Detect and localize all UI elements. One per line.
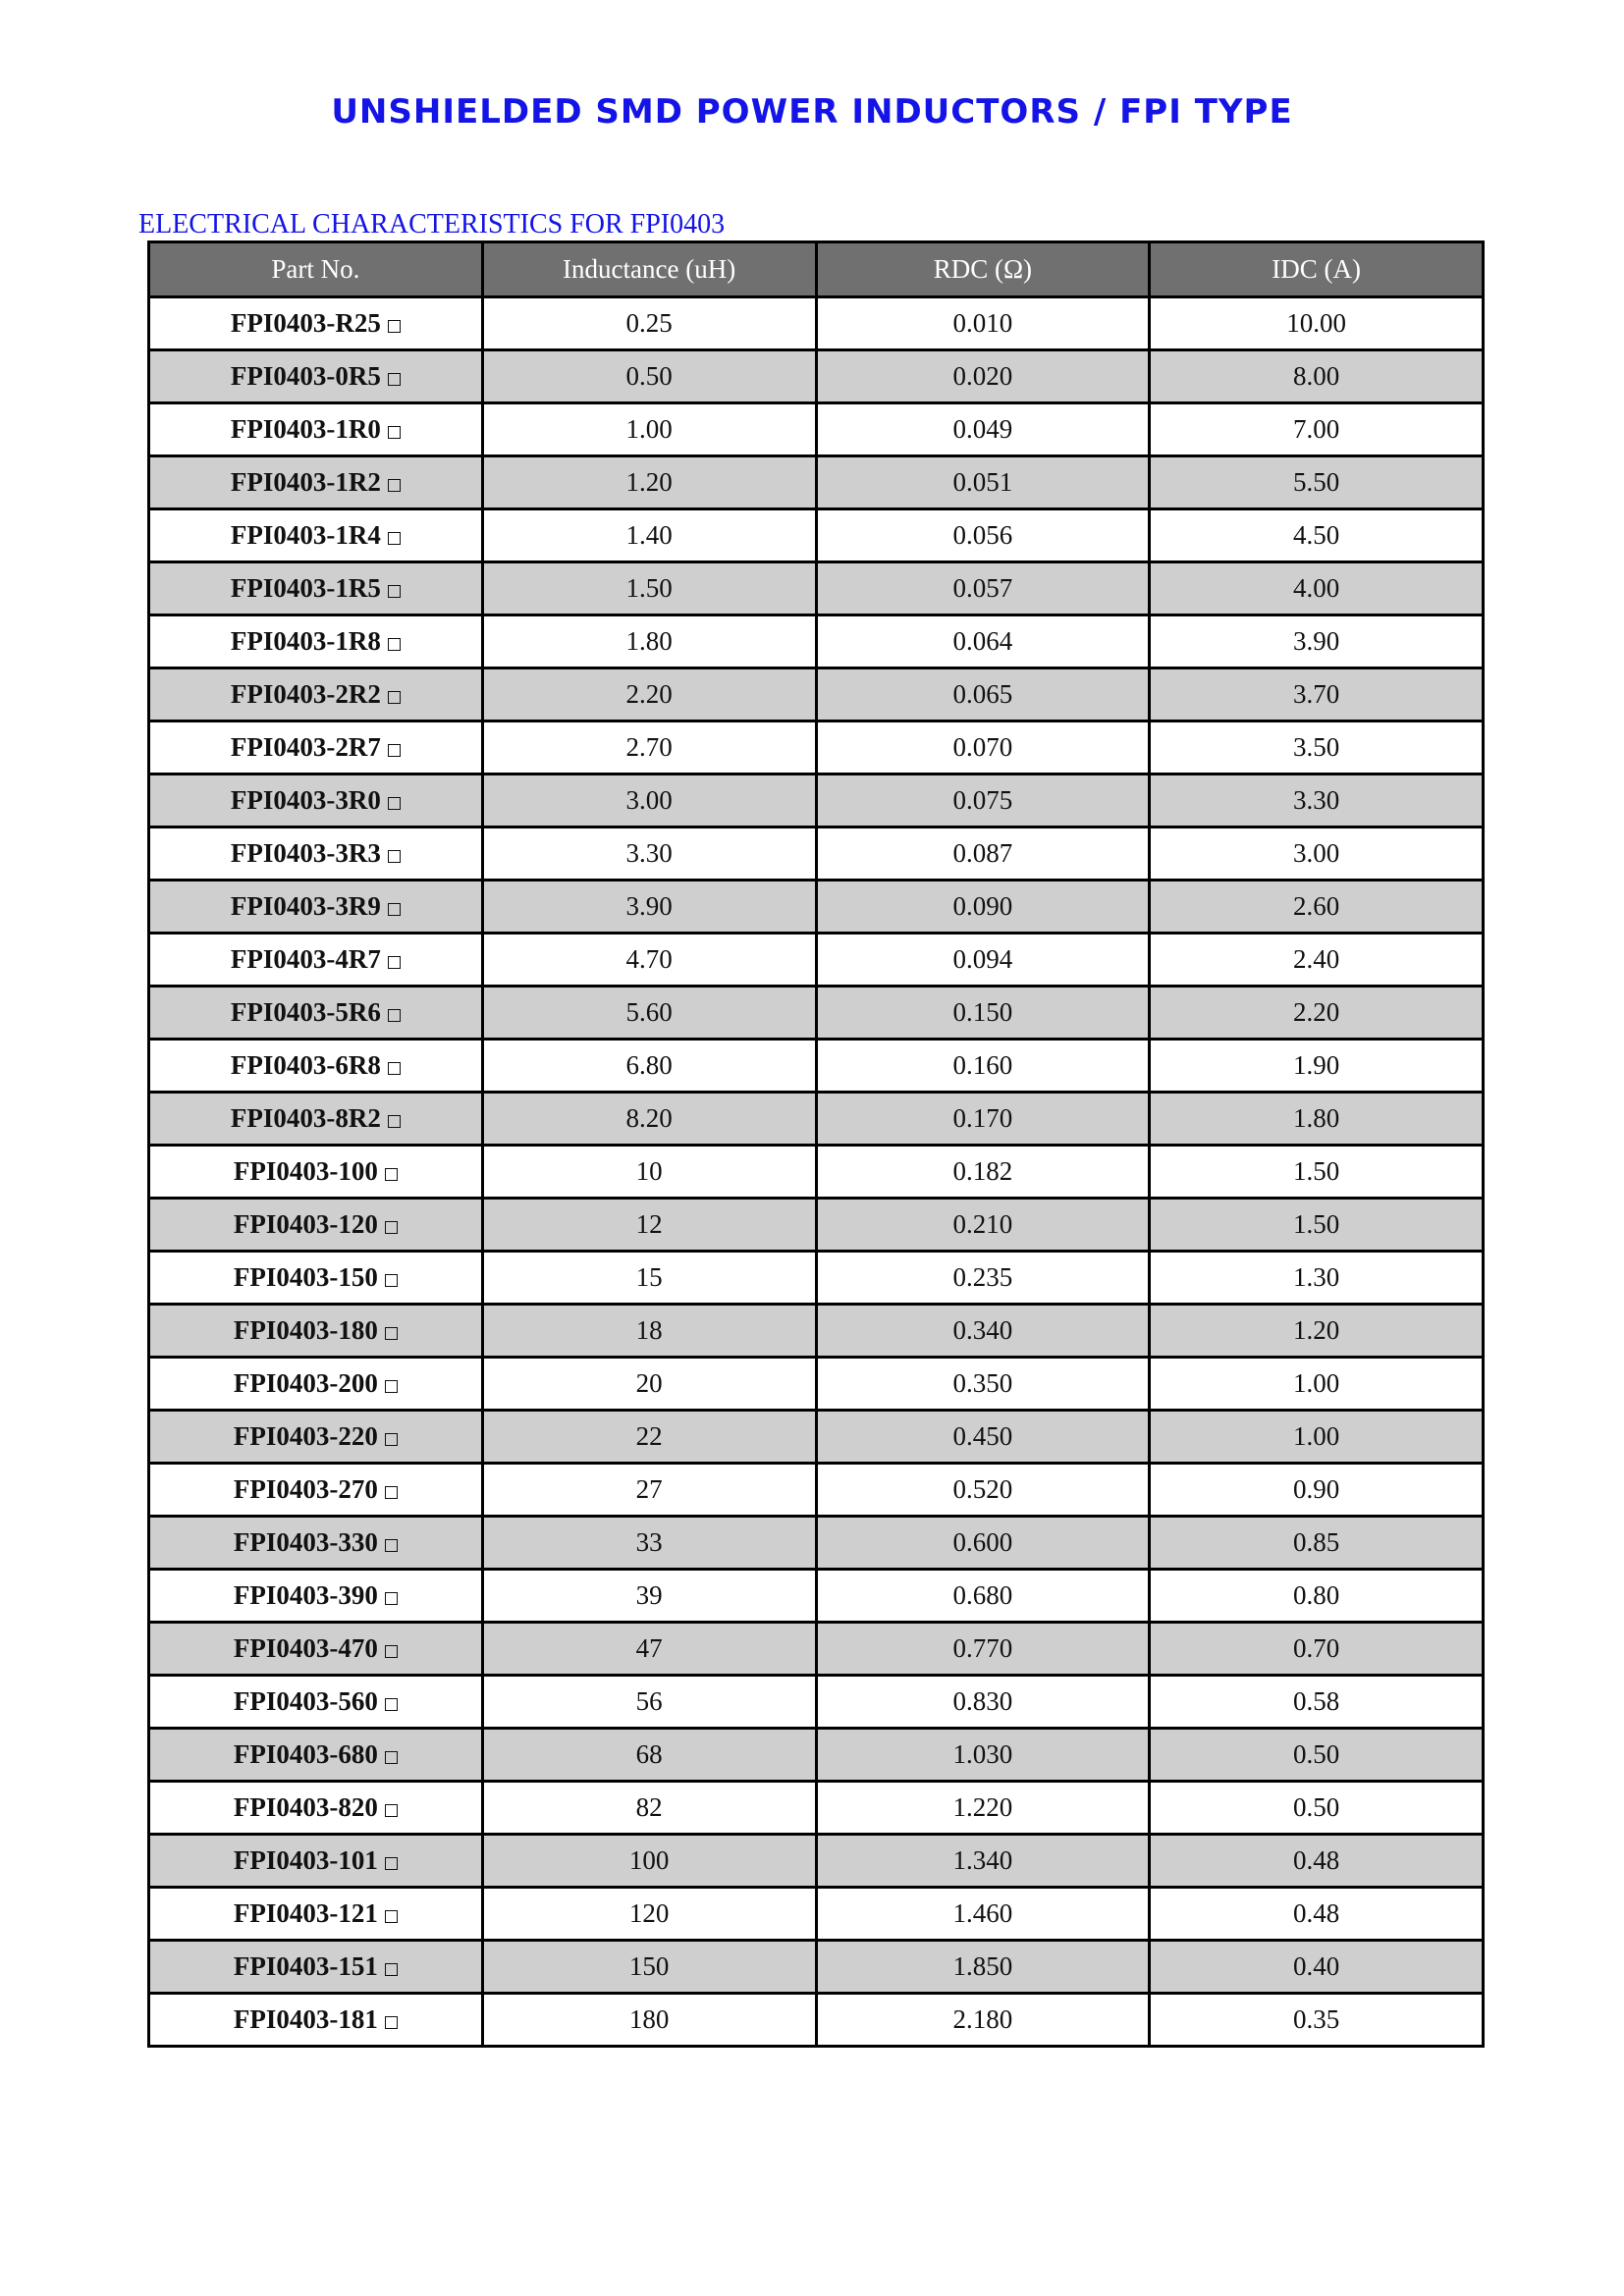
cell-rdc: 0.235 xyxy=(816,1252,1150,1305)
table-row xyxy=(149,1358,1484,1411)
cell-inductance: 0.25 xyxy=(482,297,816,350)
cell-inductance: 2.70 xyxy=(482,721,816,774)
cell-inductance: 68 xyxy=(482,1729,816,1782)
option-box-icon xyxy=(385,1857,398,1870)
table-row xyxy=(149,1464,1484,1517)
cell-part-no xyxy=(149,1358,483,1411)
table-header xyxy=(149,242,1484,297)
cell-inductance: 15 xyxy=(482,1252,816,1305)
table-row xyxy=(149,1146,1484,1199)
cell-rdc: 0.600 xyxy=(816,1517,1150,1570)
cell-inductance: 3.30 xyxy=(482,828,816,881)
cell-inductance: 100 xyxy=(482,1835,816,1888)
cell-rdc: 0.087 xyxy=(816,828,1150,881)
option-box-icon xyxy=(388,797,401,810)
cell-part-no xyxy=(149,403,483,456)
cell-inductance: 33 xyxy=(482,1517,816,1570)
cell-rdc: 0.020 xyxy=(816,350,1150,403)
cell-idc: 1.50 xyxy=(1150,1199,1484,1252)
cell-inductance: 6.80 xyxy=(482,1040,816,1093)
part-number: FPI0403-270 xyxy=(233,1474,378,1504)
cell-inductance: 2.20 xyxy=(482,668,816,721)
cell-part-no xyxy=(149,1464,483,1517)
cell-part-no xyxy=(149,1093,483,1146)
cell-inductance: 1.80 xyxy=(482,615,816,668)
part-number: FPI0403-151 xyxy=(233,1951,378,1981)
cell-idc: 4.50 xyxy=(1150,509,1484,562)
option-box-icon xyxy=(388,479,401,492)
cell-inductance: 0.50 xyxy=(482,350,816,403)
cell-rdc: 0.770 xyxy=(816,1623,1150,1676)
cell-idc: 2.60 xyxy=(1150,881,1484,934)
cell-part-no xyxy=(149,774,483,828)
cell-idc: 1.00 xyxy=(1150,1358,1484,1411)
part-number: FPI0403-100 xyxy=(233,1156,378,1186)
option-box-icon xyxy=(388,744,401,757)
option-box-icon xyxy=(385,1698,398,1711)
option-box-icon xyxy=(388,426,401,439)
option-box-icon xyxy=(385,1380,398,1393)
table-row xyxy=(149,403,1484,456)
cell-rdc: 1.460 xyxy=(816,1888,1150,1941)
option-box-icon xyxy=(385,1539,398,1552)
cell-idc: 3.00 xyxy=(1150,828,1484,881)
cell-inductance: 1.40 xyxy=(482,509,816,562)
cell-part-no xyxy=(149,721,483,774)
cell-part-no xyxy=(149,1570,483,1623)
table-row xyxy=(149,881,1484,934)
option-box-icon xyxy=(385,1804,398,1817)
cell-rdc: 0.094 xyxy=(816,934,1150,987)
cell-idc: 1.30 xyxy=(1150,1252,1484,1305)
option-box-icon xyxy=(388,638,401,651)
part-number: FPI0403-2R7 xyxy=(230,732,381,762)
cell-inductance: 1.50 xyxy=(482,562,816,615)
cell-rdc: 1.220 xyxy=(816,1782,1150,1835)
cell-rdc: 0.064 xyxy=(816,615,1150,668)
cell-part-no xyxy=(149,881,483,934)
cell-part-no xyxy=(149,1146,483,1199)
part-number: FPI0403-1R5 xyxy=(230,573,381,603)
cell-part-no xyxy=(149,1994,483,2047)
cell-inductance: 150 xyxy=(482,1941,816,1994)
table-row xyxy=(149,1040,1484,1093)
electrical-characteristics-table xyxy=(147,240,1485,2048)
cell-inductance: 10 xyxy=(482,1146,816,1199)
cell-part-no xyxy=(149,1676,483,1729)
part-number: FPI0403-181 xyxy=(233,2004,378,2034)
cell-idc: 1.00 xyxy=(1150,1411,1484,1464)
table-row xyxy=(149,1994,1484,2047)
option-box-icon xyxy=(385,1751,398,1764)
cell-idc: 0.48 xyxy=(1150,1835,1484,1888)
part-number: FPI0403-5R6 xyxy=(230,997,381,1027)
table-row xyxy=(149,1411,1484,1464)
cell-idc: 3.90 xyxy=(1150,615,1484,668)
part-number: FPI0403-0R5 xyxy=(230,361,381,391)
cell-idc: 1.20 xyxy=(1150,1305,1484,1358)
option-box-icon xyxy=(385,1433,398,1446)
cell-part-no xyxy=(149,1411,483,1464)
option-box-icon xyxy=(388,585,401,598)
option-box-icon xyxy=(388,373,401,386)
part-number: FPI0403-101 xyxy=(233,1845,378,1875)
table-body xyxy=(149,297,1484,2047)
header-row xyxy=(149,242,1484,297)
cell-rdc: 0.010 xyxy=(816,297,1150,350)
cell-idc: 0.50 xyxy=(1150,1729,1484,1782)
cell-rdc: 0.075 xyxy=(816,774,1150,828)
cell-part-no xyxy=(149,1199,483,1252)
cell-rdc: 0.182 xyxy=(816,1146,1150,1199)
option-box-icon xyxy=(385,2016,398,2029)
cell-rdc: 0.090 xyxy=(816,881,1150,934)
option-box-icon xyxy=(388,850,401,863)
option-box-icon xyxy=(388,1115,401,1128)
table-row xyxy=(149,828,1484,881)
cell-idc: 10.00 xyxy=(1150,297,1484,350)
part-number: FPI0403-150 xyxy=(233,1262,378,1292)
header-rdc: RDC (Ω) xyxy=(816,242,1150,297)
cell-rdc: 0.210 xyxy=(816,1199,1150,1252)
table-row xyxy=(149,1252,1484,1305)
cell-part-no xyxy=(149,350,483,403)
option-box-icon xyxy=(388,691,401,704)
option-box-icon xyxy=(385,1645,398,1658)
cell-rdc: 0.170 xyxy=(816,1093,1150,1146)
cell-rdc: 0.450 xyxy=(816,1411,1150,1464)
cell-inductance: 180 xyxy=(482,1994,816,2047)
cell-part-no xyxy=(149,297,483,350)
cell-idc: 1.50 xyxy=(1150,1146,1484,1199)
cell-idc: 2.20 xyxy=(1150,987,1484,1040)
option-box-icon xyxy=(385,1274,398,1287)
cell-idc: 0.50 xyxy=(1150,1782,1484,1835)
cell-rdc: 0.051 xyxy=(816,456,1150,509)
cell-idc: 3.50 xyxy=(1150,721,1484,774)
table-row xyxy=(149,509,1484,562)
cell-idc: 1.80 xyxy=(1150,1093,1484,1146)
cell-inductance: 3.90 xyxy=(482,881,816,934)
cell-inductance: 5.60 xyxy=(482,987,816,1040)
cell-idc: 0.80 xyxy=(1150,1570,1484,1623)
cell-idc: 7.00 xyxy=(1150,403,1484,456)
option-box-icon xyxy=(388,903,401,916)
cell-idc: 0.85 xyxy=(1150,1517,1484,1570)
part-number: FPI0403-120 xyxy=(233,1209,378,1239)
option-box-icon xyxy=(388,320,401,333)
table-row xyxy=(149,297,1484,350)
cell-part-no xyxy=(149,1252,483,1305)
cell-rdc: 1.030 xyxy=(816,1729,1150,1782)
option-box-icon xyxy=(385,1221,398,1234)
cell-part-no xyxy=(149,1888,483,1941)
cell-rdc: 0.150 xyxy=(816,987,1150,1040)
table-row xyxy=(149,1623,1484,1676)
cell-part-no xyxy=(149,1835,483,1888)
cell-idc: 5.50 xyxy=(1150,456,1484,509)
cell-inductance: 4.70 xyxy=(482,934,816,987)
cell-idc: 3.30 xyxy=(1150,774,1484,828)
table-row xyxy=(149,668,1484,721)
cell-idc: 3.70 xyxy=(1150,668,1484,721)
option-box-icon xyxy=(388,956,401,969)
table-row xyxy=(149,1517,1484,1570)
table-row xyxy=(149,562,1484,615)
document-title: UNSHIELDED SMD POWER INDUCTORS / FPI TYPE xyxy=(331,92,1293,132)
table-row xyxy=(149,1570,1484,1623)
option-box-icon xyxy=(388,532,401,545)
cell-inductance: 22 xyxy=(482,1411,816,1464)
option-box-icon xyxy=(385,1910,398,1923)
cell-inductance: 8.20 xyxy=(482,1093,816,1146)
cell-rdc: 0.160 xyxy=(816,1040,1150,1093)
cell-inductance: 120 xyxy=(482,1888,816,1941)
option-box-icon xyxy=(385,1327,398,1340)
table-row xyxy=(149,1888,1484,1941)
cell-rdc: 1.850 xyxy=(816,1941,1150,1994)
cell-part-no xyxy=(149,509,483,562)
cell-idc: 0.35 xyxy=(1150,1994,1484,2047)
cell-inductance: 20 xyxy=(482,1358,816,1411)
cell-part-no xyxy=(149,828,483,881)
section-title: ELECTRICAL CHARACTERISTICS FOR FPI0403 xyxy=(138,209,726,240)
cell-rdc: 0.520 xyxy=(816,1464,1150,1517)
cell-part-no xyxy=(149,934,483,987)
table-row xyxy=(149,1729,1484,1782)
cell-inductance: 18 xyxy=(482,1305,816,1358)
cell-rdc: 2.180 xyxy=(816,1994,1150,2047)
cell-rdc: 0.070 xyxy=(816,721,1150,774)
cell-idc: 1.90 xyxy=(1150,1040,1484,1093)
part-number: FPI0403-2R2 xyxy=(230,679,381,709)
option-box-icon xyxy=(385,1592,398,1605)
cell-part-no xyxy=(149,1941,483,1994)
option-box-icon xyxy=(388,1062,401,1075)
cell-inductance: 3.00 xyxy=(482,774,816,828)
cell-rdc: 0.340 xyxy=(816,1305,1150,1358)
part-number: FPI0403-470 xyxy=(233,1633,378,1663)
table-row xyxy=(149,987,1484,1040)
cell-inductance: 12 xyxy=(482,1199,816,1252)
table-row xyxy=(149,1835,1484,1888)
option-box-icon xyxy=(385,1486,398,1499)
part-number: FPI0403-1R2 xyxy=(230,467,381,497)
cell-rdc: 0.049 xyxy=(816,403,1150,456)
cell-inductance: 1.20 xyxy=(482,456,816,509)
part-number: FPI0403-680 xyxy=(233,1739,378,1769)
part-number: FPI0403-R25 xyxy=(230,308,381,338)
cell-idc: 0.70 xyxy=(1150,1623,1484,1676)
table-row xyxy=(149,1093,1484,1146)
table-row xyxy=(149,721,1484,774)
cell-part-no xyxy=(149,562,483,615)
cell-idc: 0.48 xyxy=(1150,1888,1484,1941)
cell-rdc: 0.065 xyxy=(816,668,1150,721)
part-number: FPI0403-121 xyxy=(233,1898,378,1928)
cell-rdc: 0.057 xyxy=(816,562,1150,615)
cell-rdc: 0.680 xyxy=(816,1570,1150,1623)
table-row xyxy=(149,615,1484,668)
cell-rdc: 0.830 xyxy=(816,1676,1150,1729)
cell-idc: 4.00 xyxy=(1150,562,1484,615)
cell-idc: 0.40 xyxy=(1150,1941,1484,1994)
part-number: FPI0403-1R4 xyxy=(230,520,381,550)
table-row xyxy=(149,1782,1484,1835)
part-number: FPI0403-560 xyxy=(233,1686,378,1716)
cell-inductance: 39 xyxy=(482,1570,816,1623)
option-box-icon xyxy=(385,1963,398,1976)
option-box-icon xyxy=(385,1168,398,1181)
cell-inductance: 82 xyxy=(482,1782,816,1835)
part-number: FPI0403-200 xyxy=(233,1368,378,1398)
part-number: FPI0403-1R8 xyxy=(230,626,381,656)
cell-rdc: 0.350 xyxy=(816,1358,1150,1411)
cell-inductance: 47 xyxy=(482,1623,816,1676)
cell-rdc: 0.056 xyxy=(816,509,1150,562)
part-number: FPI0403-220 xyxy=(233,1421,378,1451)
cell-idc: 0.90 xyxy=(1150,1464,1484,1517)
table-row xyxy=(149,774,1484,828)
table-row xyxy=(149,456,1484,509)
cell-rdc: 1.340 xyxy=(816,1835,1150,1888)
table-row xyxy=(149,1676,1484,1729)
table-row xyxy=(149,934,1484,987)
cell-part-no xyxy=(149,456,483,509)
table-row xyxy=(149,1305,1484,1358)
part-number: FPI0403-8R2 xyxy=(230,1103,381,1133)
header-idc: IDC (A) xyxy=(1150,242,1484,297)
header-inductance: Inductance (uH) xyxy=(482,242,816,297)
cell-part-no xyxy=(149,1305,483,1358)
cell-inductance: 1.00 xyxy=(482,403,816,456)
cell-idc: 2.40 xyxy=(1150,934,1484,987)
part-number: FPI0403-180 xyxy=(233,1315,378,1345)
part-number: FPI0403-4R7 xyxy=(230,944,381,974)
part-number: FPI0403-3R3 xyxy=(230,838,381,868)
cell-idc: 8.00 xyxy=(1150,350,1484,403)
cell-part-no xyxy=(149,1782,483,1835)
part-number: FPI0403-1R0 xyxy=(230,414,381,444)
option-box-icon xyxy=(388,1009,401,1022)
header-part-no: Part No. xyxy=(149,242,483,297)
part-number: FPI0403-6R8 xyxy=(230,1050,381,1080)
part-number: FPI0403-3R0 xyxy=(230,785,381,815)
cell-part-no xyxy=(149,987,483,1040)
cell-part-no xyxy=(149,668,483,721)
cell-inductance: 27 xyxy=(482,1464,816,1517)
cell-inductance: 56 xyxy=(482,1676,816,1729)
part-number: FPI0403-820 xyxy=(233,1792,378,1822)
part-number: FPI0403-390 xyxy=(233,1580,378,1610)
cell-part-no xyxy=(149,1729,483,1782)
cell-part-no xyxy=(149,1040,483,1093)
part-number: FPI0403-330 xyxy=(233,1527,378,1557)
table-row xyxy=(149,1941,1484,1994)
cell-part-no xyxy=(149,615,483,668)
cell-idc: 0.58 xyxy=(1150,1676,1484,1729)
cell-part-no xyxy=(149,1517,483,1570)
table-row xyxy=(149,350,1484,403)
part-number: FPI0403-3R9 xyxy=(230,891,381,921)
cell-part-no xyxy=(149,1623,483,1676)
table-row xyxy=(149,1199,1484,1252)
